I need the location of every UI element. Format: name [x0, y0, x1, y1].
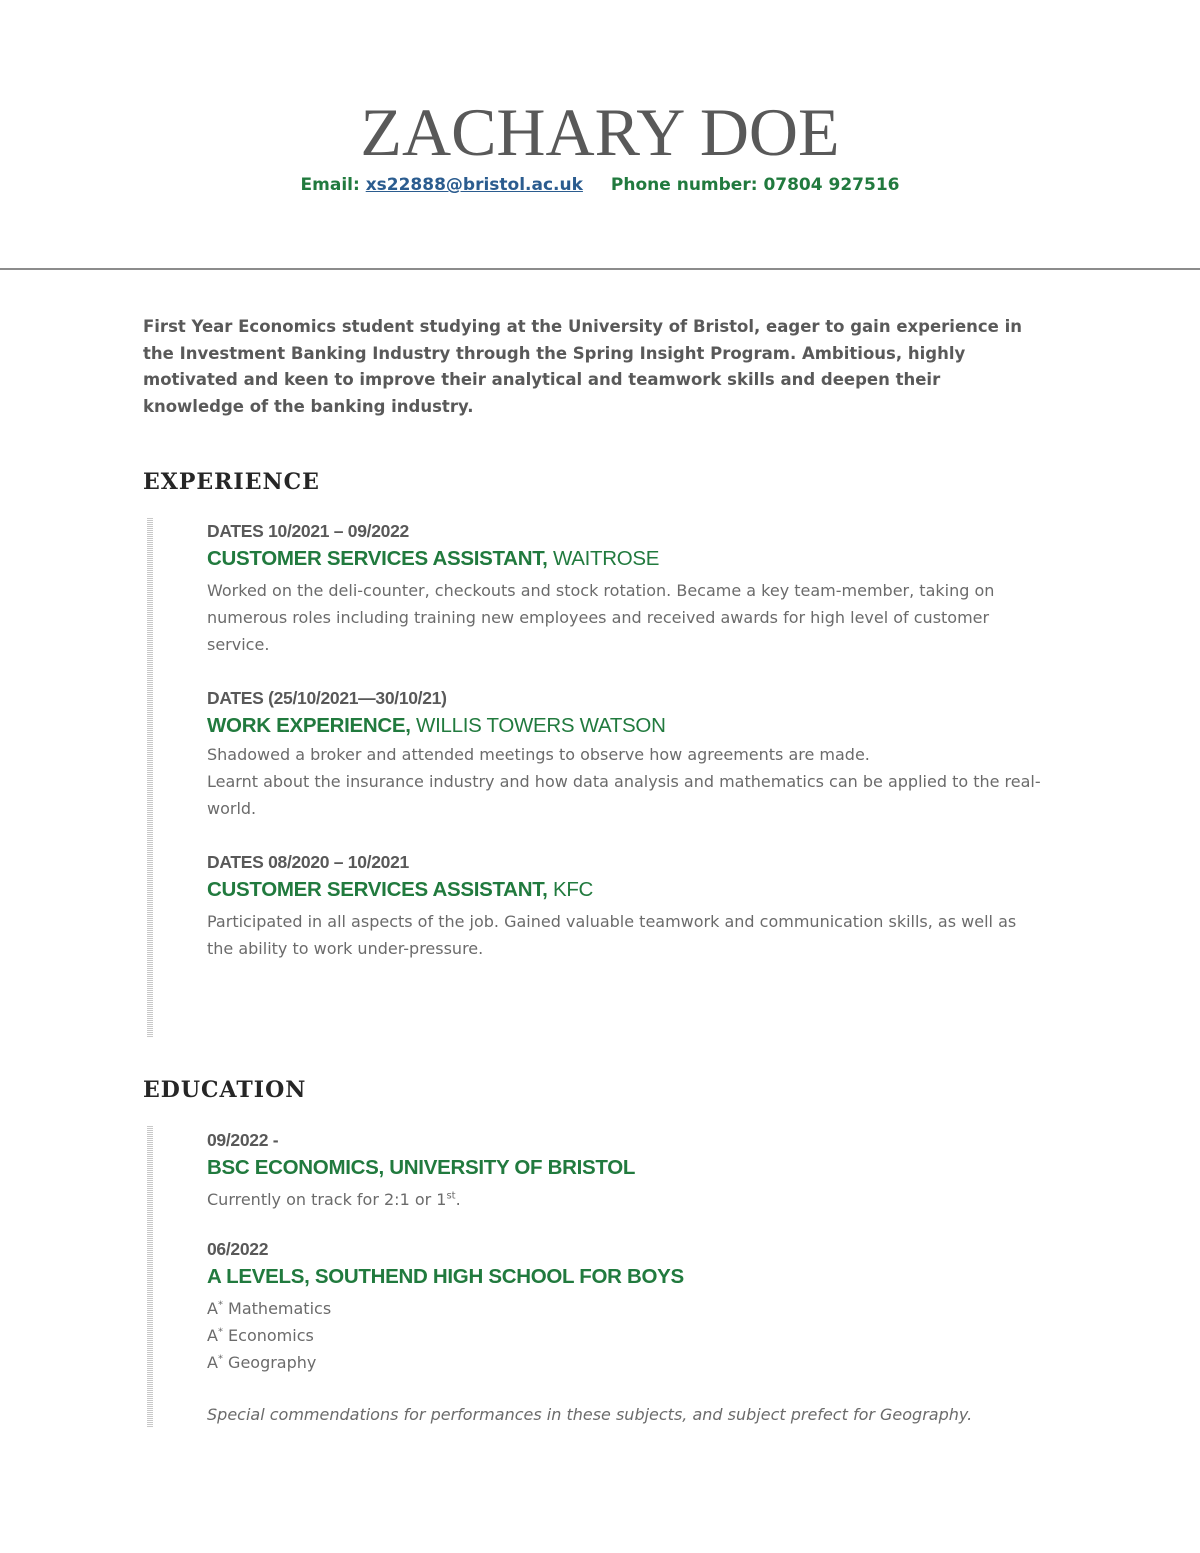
entry-company: WAITROSE: [547, 547, 660, 570]
experience-side-bar: [147, 518, 153, 1038]
description-paragraph: Shadowed a broker and attended meetings to observe how agreements are made.: [207, 745, 870, 764]
entry-description: [207, 577, 1047, 658]
commendation-note: Special commendations for performances in these subjects, and subject prefect for Geography.: [207, 1405, 973, 1424]
grade-subject: Economics: [222, 1326, 314, 1345]
contact-line: [0, 173, 1200, 197]
grade-item: [207, 1349, 1047, 1376]
entry-company: KFC: [547, 878, 594, 901]
entry-title: [207, 1262, 1047, 1292]
grade-item: [207, 1322, 1047, 1349]
entry-title: [207, 1153, 1047, 1183]
phone-label: Phone number:: [610, 175, 764, 195]
school-title: A LEVELS, SOUTHEND HIGH SCHOOL FOR BOYS: [207, 1265, 684, 1288]
entry-dates: 06/2022: [207, 1239, 269, 1259]
entry-title: [207, 875, 1047, 905]
ordinal-suffix: st: [446, 1190, 456, 1202]
education-entry: [207, 1127, 1047, 1213]
entry-description: [207, 908, 1047, 962]
entry-dates: 09/2022 -: [207, 1130, 279, 1150]
entry-dates: DATES 10/2021 – 09/2022: [207, 521, 409, 541]
grade-star: *: [217, 1353, 223, 1365]
grade-star: *: [217, 1326, 223, 1338]
email-label: Email:: [300, 175, 366, 195]
description-end: .: [455, 1190, 461, 1209]
degree-title: BSC ECONOMICS, UNIVERSITY OF BRISTOL: [207, 1156, 636, 1179]
experience-heading: EXPERIENCE: [143, 469, 320, 495]
entry-role: CUSTOMER SERVICES ASSISTANT,: [207, 547, 548, 570]
entry-description: [207, 741, 1047, 822]
entry-role: WORK EXPERIENCE,: [207, 714, 411, 737]
description-paragraph: Learnt about the insurance industry and how data analysis and mathematics can be applied to the real-world.: [207, 772, 1041, 818]
description-paragraph: Participated in all aspects of the job. Gained valuable teamwork and communication skills, as well as the ability to work under-pressure.: [207, 912, 1017, 958]
grade-letter: A: [207, 1299, 218, 1318]
education-entry: [207, 1236, 1047, 1428]
experience-entry: [207, 685, 1047, 822]
experience-entry: [207, 849, 1047, 962]
grade-subject: Geography: [222, 1353, 317, 1372]
education-side-bar: [147, 1126, 153, 1428]
candidate-name: ZACHARY DOE: [360, 94, 840, 170]
grade-star: *: [217, 1299, 223, 1311]
entry-company: WILLIS TOWERS WATSON: [410, 714, 666, 737]
entry-dates: DATES (25/10/2021—30/10/21): [207, 688, 447, 708]
description-text: Currently on track for 2:1 or 1: [207, 1190, 447, 1209]
experience-entry: [207, 518, 1047, 658]
profile-summary: First Year Economics student studying at the University of Bristol, eager to gain experience in the Investment Banking Industry through the Spring Insight Program. Ambitious, highly motivated and keen to improve their analytical and teamwork skills and deepen their knowledge of the banking industry.: [143, 317, 1023, 416]
phone-number: 07804 927516: [763, 175, 900, 195]
grades-list: [207, 1295, 1047, 1376]
entry-dates: DATES 08/2020 – 10/2021: [207, 852, 409, 872]
grade-letter: A: [207, 1353, 218, 1372]
entry-title: [207, 711, 1047, 741]
description-paragraph: Worked on the deli-counter, checkouts and stock rotation. Became a key team-member, taking on numerous roles including training new employees and received awards for high level of customer service.: [207, 581, 995, 654]
email-link[interactable]: xs22888@bristol.ac.uk: [365, 175, 583, 195]
education-heading: EDUCATION: [143, 1077, 307, 1103]
header-divider: [0, 268, 1200, 270]
grade-item: [207, 1295, 1047, 1322]
grade-subject: Mathematics: [222, 1299, 332, 1318]
entry-role: CUSTOMER SERVICES ASSISTANT,: [207, 878, 548, 901]
entry-description: [207, 1186, 1047, 1213]
description-paragraph: [207, 1186, 1047, 1213]
grade-letter: A: [207, 1326, 218, 1345]
entry-title: [207, 544, 1047, 574]
